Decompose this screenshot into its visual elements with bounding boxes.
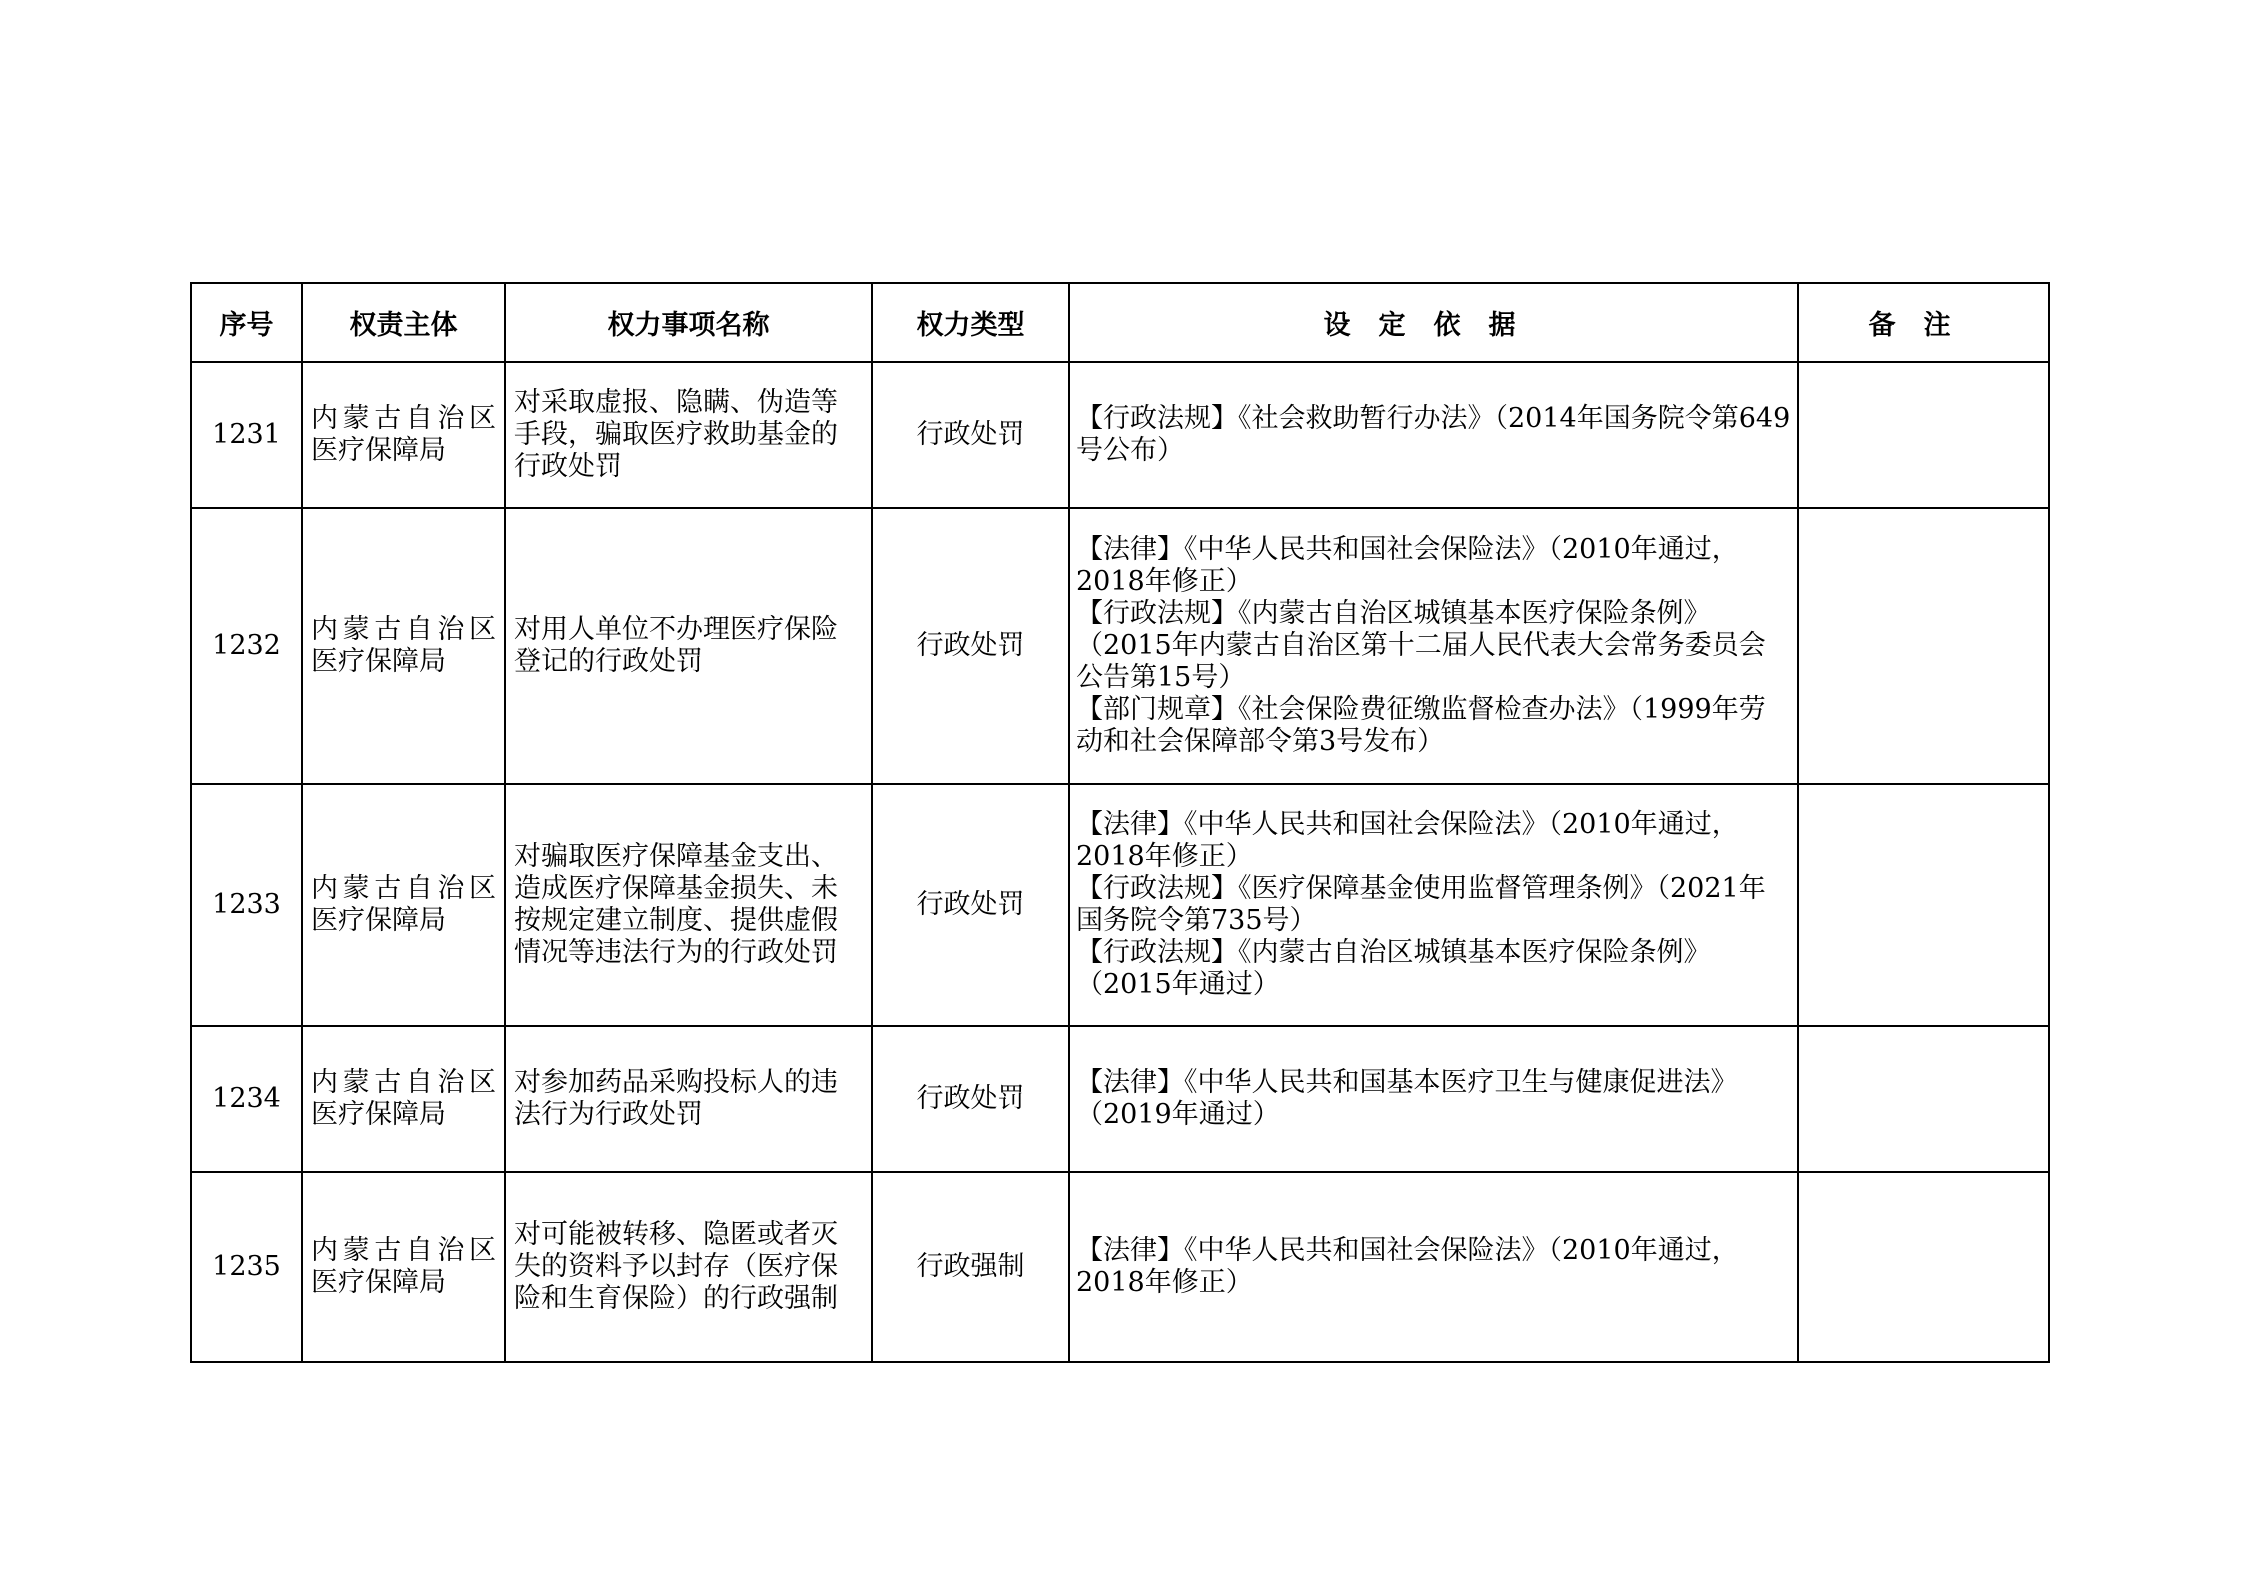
cell-item-name: 对可能被转移、隐匿或者灭失的资料予以封存（医疗保险和生育保险）的行政强制 [505,1172,872,1362]
cell-dept [302,362,505,508]
cell-item-name: 对参加药品采购投标人的违法行为行政处罚 [505,1026,872,1172]
basis-line: 【行政法规】《医疗保障基金使用监督管理条例》（2021年国务院令第735号） [1076,873,1766,936]
cell-item-name: 对骗取医疗保障基金支出、造成医疗保障基金损失、未按规定建立制度、提供虚假情况等违法行为的行政处罚 [505,784,872,1026]
dept-line: 内蒙古自治区 [311,873,496,904]
dept-line: 内蒙古自治区 [311,614,496,645]
dept-line: 医疗保障局 [311,435,446,466]
cell-legal-basis [1069,1026,1798,1172]
cell-dept [302,1026,505,1172]
basis-line: 【法律】《中华人民共和国社会保险法》（2010年通过，2018年修正） [1076,809,1739,872]
cell-power-type: 行政处罚 [872,784,1069,1026]
cell-dept [302,508,505,784]
cell-note [1798,1172,2049,1362]
cell-seq: 1234 [191,1026,302,1172]
header-name: 权力事项名称 [505,283,872,362]
cell-power-type: 行政强制 [872,1172,1069,1362]
table-row [191,362,2049,508]
table-row [191,508,2049,784]
dept-line: 内蒙古自治区 [311,1235,496,1266]
cell-seq: 1233 [191,784,302,1026]
table-header-row [191,283,2049,362]
header-note: 备注 [1798,283,2049,362]
dept-line: 医疗保障局 [311,905,446,936]
cell-note [1798,784,2049,1026]
basis-line: 【法律】《中华人民共和国社会保险法》（2010年通过，2018年修正） [1076,1235,1739,1298]
cell-seq: 1235 [191,1172,302,1362]
cell-power-type: 行政处罚 [872,508,1069,784]
cell-note [1798,1026,2049,1172]
cell-item-name: 对用人单位不办理医疗保险登记的行政处罚 [505,508,872,784]
cell-seq: 1232 [191,508,302,784]
cell-legal-basis [1069,1172,1798,1362]
header-basis: 设定依据 [1069,283,1798,362]
cell-seq: 1231 [191,362,302,508]
header-dept: 权责主体 [302,283,505,362]
cell-power-type: 行政处罚 [872,1026,1069,1172]
cell-power-type: 行政处罚 [872,362,1069,508]
dept-line: 医疗保障局 [311,1267,446,1298]
cell-legal-basis [1069,784,1798,1026]
basis-line: 【部门规章】《社会保险费征缴监督检查办法》（1999年劳动和社会保障部令第3号发布） [1076,694,1766,757]
cell-legal-basis [1069,362,1798,508]
basis-line: 【行政法规】《内蒙古自治区城镇基本医疗保险条例》（2015年内蒙古自治区第十二届人民代表大会常务委员会公告第15号） [1076,598,1766,693]
cell-legal-basis [1069,508,1798,784]
header-seq: 序号 [191,283,302,362]
cell-dept [302,784,505,1026]
table-row [191,784,2049,1026]
header-type: 权力类型 [872,283,1069,362]
cell-note [1798,508,2049,784]
table-row [191,1172,2049,1362]
power-list-table [190,282,2050,1363]
cell-note [1798,362,2049,508]
basis-line: 【行政法规】《社会救助暂行办法》（2014年国务院令第649号公布） [1076,403,1791,466]
table-row [191,1026,2049,1172]
basis-line: 【法律】《中华人民共和国社会保险法》（2010年通过，2018年修正） [1076,534,1739,597]
cell-dept [302,1172,505,1362]
dept-line: 内蒙古自治区 [311,403,496,434]
cell-item-name: 对采取虚报、隐瞒、伪造等手段，骗取医疗救助基金的行政处罚 [505,362,872,508]
dept-line: 医疗保障局 [311,1099,446,1130]
basis-line: 【法律】《中华人民共和国基本医疗卫生与健康促进法》（2019年通过） [1076,1067,1738,1130]
basis-line: 【行政法规】《内蒙古自治区城镇基本医疗保险条例》（2015年通过） [1076,937,1711,1000]
dept-line: 医疗保障局 [311,646,446,677]
dept-line: 内蒙古自治区 [311,1067,496,1098]
